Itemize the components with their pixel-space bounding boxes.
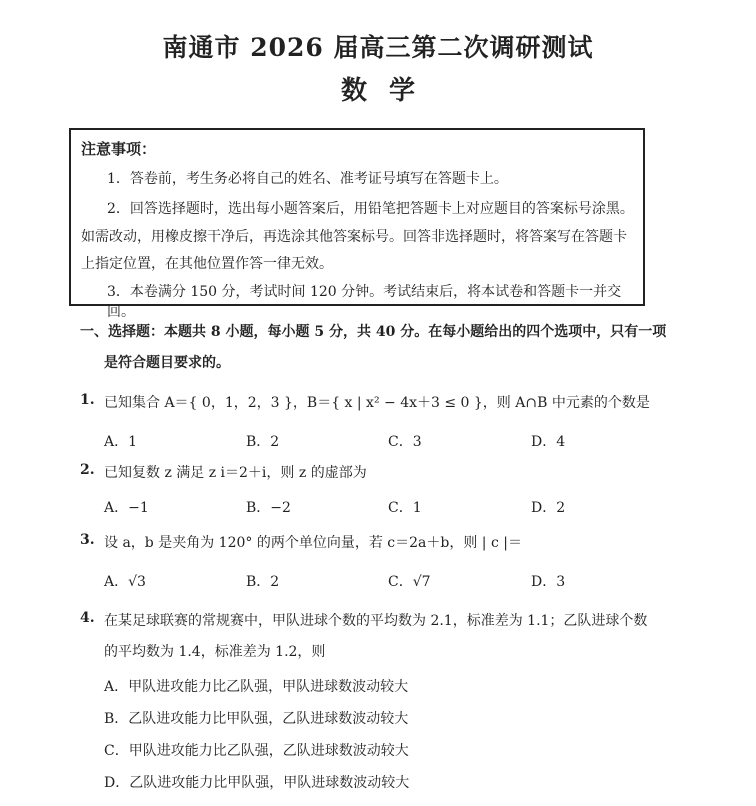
question-2-option-b: B．−2: [246, 500, 291, 516]
question-3-text: 设 a，b 是夹角为 120° 的两个单位向量，若 c＝2a＋b，则 | c |＝: [104, 535, 522, 551]
exam-title: 南通市 2026 届高三第二次调研测试: [162, 33, 594, 62]
notice-line-2: 2．回答选择题时，选出每小题答案后，用铅笔把答题卡上对应题目的答案标号涂黑。: [107, 201, 634, 217]
question-3-option-a: A．√3: [104, 574, 146, 590]
notice-heading: 注意事项：: [81, 140, 157, 158]
question-3-number: 3.: [80, 532, 95, 548]
question-4-text-line-2: 的平均数为 1.4，标准差为 1.2，则: [104, 644, 326, 660]
question-4-text-line-1: 在某足球联赛的常规赛中，甲队进球个数的平均数为 2.1，标准差为 1.1；乙队进球个数: [104, 613, 648, 629]
question-4-option-c: C．甲队进攻能力比乙队强，乙队进球数波动较大: [104, 743, 409, 759]
question-4-number: 4.: [80, 610, 95, 626]
section-heading-line-1: 一、选择题：本题共 8 小题，每小题 5 分，共 40 分。在每小题给出的四个选项中，只有一项: [80, 324, 667, 340]
question-2-text: 已知复数 z 满足 z i＝2＋i，则 z 的虚部为: [104, 465, 367, 481]
question-2-option-a: A．−1: [104, 500, 149, 516]
question-4-option-b: B．乙队进攻能力比甲队强，乙队进球数波动较大: [104, 711, 409, 727]
question-3-option-b: B．2: [246, 574, 280, 590]
question-1-text: 已知集合 A＝{ 0，1，2，3 }，B＝{ x | x² − 4x＋3 ≤ 0 }，则 A∩B 中元素的个数是: [104, 395, 650, 411]
question-2-option-c: C．1: [388, 500, 422, 516]
question-4-option-a: A．甲队进攻能力比乙队强，甲队进球数波动较大: [104, 679, 409, 695]
subject-title: 数学: [340, 76, 437, 106]
notice-line-5: 3．本卷满分 150 分，考试时间 120 分钟。考试结束后，将本试卷和答题卡一并交回。: [107, 284, 622, 320]
question-1-option-d: D．4: [531, 434, 566, 450]
question-4-option-d: D．乙队进攻能力比甲队强，甲队进球数波动较大: [104, 775, 410, 791]
question-1-option-b: B．2: [246, 434, 280, 450]
question-3-option-c: C．√7: [388, 574, 431, 590]
question-3-option-d: D．3: [531, 574, 566, 590]
question-2-option-d: D．2: [531, 500, 566, 516]
notice-line-1: 1．答卷前，考生务必将自己的姓名、准考证号填写在答题卡上。: [107, 171, 508, 187]
question-2-number: 2.: [80, 462, 95, 478]
notice-line-4: 上指定位置，在其他位置作答一律无效。: [81, 256, 333, 272]
question-1-option-c: C．3: [388, 434, 422, 450]
question-1-option-a: A．1: [104, 434, 138, 450]
question-1-number: 1.: [80, 392, 95, 408]
notice-box: [69, 128, 645, 320]
notice-line-3: 如需改动，用橡皮擦干净后，再选涂其他答案标号。回答非选择题时，将答案写在答题卡: [81, 229, 627, 245]
section-heading-line-2: 是符合题目要求的。: [104, 355, 230, 371]
